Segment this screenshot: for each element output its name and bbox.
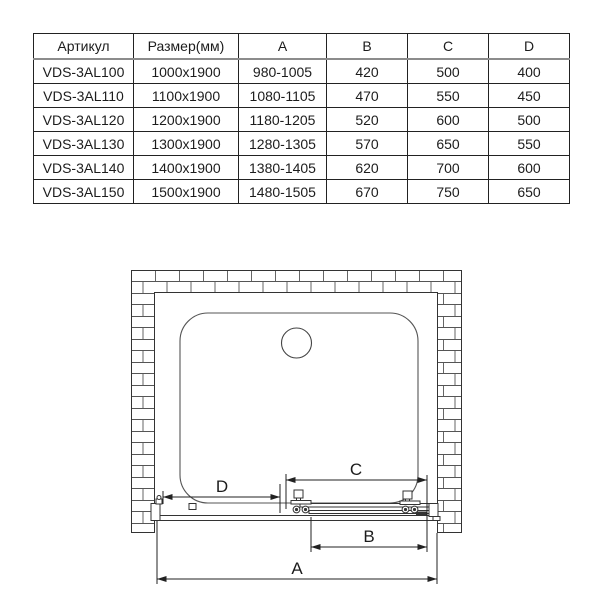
table-cell: 620 bbox=[327, 156, 408, 180]
table-cell: VDS-3AL110 bbox=[34, 84, 134, 108]
table-cell: 1100x1900 bbox=[134, 84, 239, 108]
spec-table bbox=[33, 33, 570, 204]
table-header-cell: A bbox=[239, 34, 327, 60]
table-cell: 1480-1505 bbox=[239, 180, 327, 204]
table-cell: VDS-3AL150 bbox=[34, 180, 134, 204]
table-cell: 1180-1205 bbox=[239, 108, 327, 132]
table-cell: 1200x1900 bbox=[134, 108, 239, 132]
table-cell: 400 bbox=[489, 59, 570, 84]
table-cell: 1380-1405 bbox=[239, 156, 327, 180]
table-cell: 1280-1305 bbox=[239, 132, 327, 156]
table-cell: 500 bbox=[489, 108, 570, 132]
table-cell: 700 bbox=[408, 156, 489, 180]
table-cell: 750 bbox=[408, 180, 489, 204]
table-row bbox=[34, 108, 570, 132]
table-cell: 650 bbox=[408, 132, 489, 156]
table-cell: 520 bbox=[327, 108, 408, 132]
dim-b-label: B bbox=[363, 527, 375, 546]
table-cell: 1000x1900 bbox=[134, 59, 239, 84]
table-cell: 650 bbox=[489, 180, 570, 204]
table-header-cell: Артикул bbox=[34, 34, 134, 60]
table-cell: 550 bbox=[408, 84, 489, 108]
door-handle bbox=[416, 512, 427, 517]
dim-a-label: A bbox=[291, 559, 303, 578]
table-cell: 550 bbox=[489, 132, 570, 156]
drain-circle bbox=[282, 328, 312, 358]
table-header-cell: B bbox=[327, 34, 408, 60]
table-cell: 1300x1900 bbox=[134, 132, 239, 156]
table-cell: 450 bbox=[489, 84, 570, 108]
table-cell: 600 bbox=[489, 156, 570, 180]
table-cell: 1500x1900 bbox=[134, 180, 239, 204]
table-cell: 600 bbox=[408, 108, 489, 132]
table-cell: 420 bbox=[327, 59, 408, 84]
table-cell: 670 bbox=[327, 180, 408, 204]
table-cell: 570 bbox=[327, 132, 408, 156]
table-row bbox=[34, 132, 570, 156]
table-row bbox=[34, 59, 570, 84]
roller-right bbox=[400, 491, 420, 513]
table-row bbox=[34, 180, 570, 204]
table-header-cell: D bbox=[489, 34, 570, 60]
table-cell: VDS-3AL100 bbox=[34, 59, 134, 84]
table-cell: 1400x1900 bbox=[134, 156, 239, 180]
table-cell: 980-1005 bbox=[239, 59, 327, 84]
table-header-row bbox=[34, 34, 570, 60]
shower-diagram bbox=[0, 250, 600, 600]
dim-c-label: C bbox=[349, 460, 363, 479]
table-cell: VDS-3AL120 bbox=[34, 108, 134, 132]
table-row bbox=[34, 156, 570, 180]
table-cell: 500 bbox=[408, 59, 489, 84]
table-cell: VDS-3AL130 bbox=[34, 132, 134, 156]
table-cell: VDS-3AL140 bbox=[34, 156, 134, 180]
bottom-rail bbox=[156, 516, 438, 521]
table-header-cell: Размер(мм) bbox=[134, 34, 239, 60]
spec-table-head bbox=[34, 34, 570, 60]
dim-d-label: D bbox=[215, 477, 229, 496]
table-cell: 470 bbox=[327, 84, 408, 108]
spec-table-body bbox=[34, 59, 570, 204]
table-header-cell: C bbox=[408, 34, 489, 60]
table-cell: 1080-1105 bbox=[239, 84, 327, 108]
table-row bbox=[34, 84, 570, 108]
